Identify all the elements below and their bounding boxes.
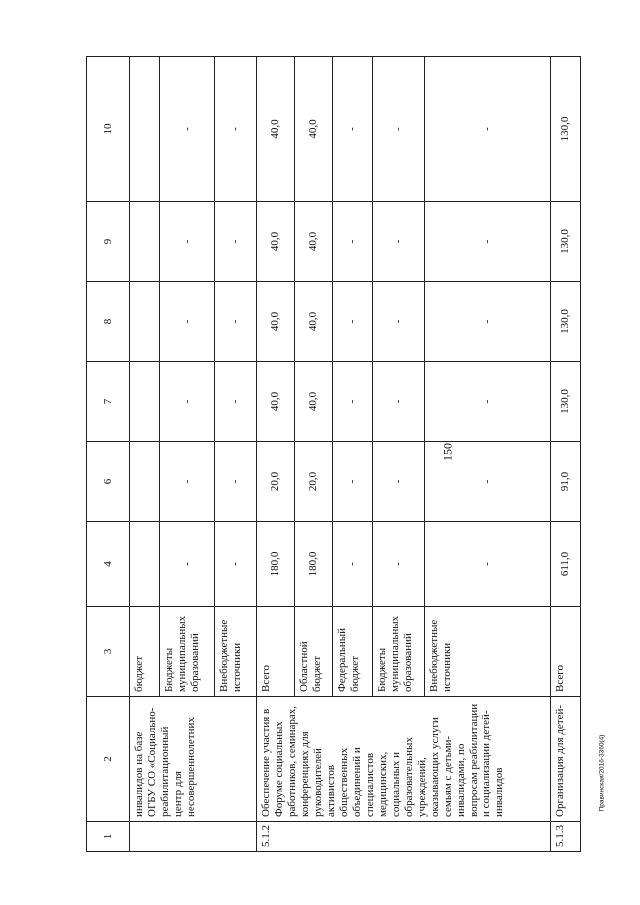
item-code-cell: 5.1.2 — [257, 822, 551, 852]
value-cell: - — [160, 442, 215, 522]
value-cell: - — [215, 362, 257, 442]
value-cell: - — [215, 442, 257, 522]
document-footer: Правинская/2016-3360(4) — [598, 734, 606, 812]
item-name-cell: инвалидов на базе ОГБУ СО «Социально-реабилитационный центр для несовершеннолетних — [130, 697, 257, 822]
item-code-cell: 5.1.3 — [551, 822, 581, 852]
value-cell: - — [160, 202, 215, 282]
value-cell: 180,0 — [295, 522, 333, 607]
header-cell: 1 — [87, 822, 130, 852]
value-cell: - — [425, 442, 551, 522]
value-cell: - — [333, 282, 373, 362]
value-cell: - — [425, 522, 551, 607]
value-cell: - — [160, 282, 215, 362]
page-number: 150 — [440, 443, 455, 461]
value-cell: 91,0 — [551, 442, 581, 522]
item-code-cell — [130, 822, 257, 852]
value-cell: 611,0 — [551, 522, 581, 607]
value-cell: - — [425, 362, 551, 442]
value-cell: 40,0 — [257, 57, 295, 202]
value-cell: - — [333, 57, 373, 202]
value-cell: - — [373, 362, 425, 442]
value-cell: 40,0 — [257, 282, 295, 362]
item-name-cell: Организация для детей- — [551, 697, 581, 822]
value-cell — [130, 202, 160, 282]
header-row — [87, 57, 130, 852]
header-cell: 8 — [87, 282, 130, 362]
value-cell: 20,0 — [295, 442, 333, 522]
value-cell: - — [333, 442, 373, 522]
source-cell: Федеральный бюджет — [333, 607, 373, 697]
value-cell: - — [373, 202, 425, 282]
header-cell: 7 — [87, 362, 130, 442]
source-cell: Бюджеты муниципальных образований — [373, 607, 425, 697]
value-cell — [130, 362, 160, 442]
value-cell: - — [333, 202, 373, 282]
value-cell: 40,0 — [257, 362, 295, 442]
value-cell: - — [215, 57, 257, 202]
header-cell: 10 — [87, 57, 130, 202]
value-cell — [130, 282, 160, 362]
value-cell: - — [160, 522, 215, 607]
source-cell: Областной бюджет — [295, 607, 333, 697]
value-cell — [130, 57, 160, 202]
value-cell: 130,0 — [551, 282, 581, 362]
source-cell: Всего — [257, 607, 295, 697]
header-cell: 2 — [87, 697, 130, 822]
value-cell: - — [373, 57, 425, 202]
value-cell: - — [373, 522, 425, 607]
header-cell: 6 — [87, 442, 130, 522]
header-cell: 9 — [87, 202, 130, 282]
table-row — [257, 57, 295, 852]
rotated-page-content — [86, 57, 581, 852]
value-cell: 40,0 — [295, 57, 333, 202]
value-cell: 40,0 — [295, 282, 333, 362]
value-cell: - — [425, 202, 551, 282]
source-cell: Внебюджетные источники — [425, 607, 551, 697]
value-cell: - — [425, 57, 551, 202]
source-cell: Всего — [551, 607, 581, 697]
source-cell: Внебюджетные источники — [215, 607, 257, 697]
value-cell: 180,0 — [257, 522, 295, 607]
value-cell: - — [215, 282, 257, 362]
value-cell: - — [373, 442, 425, 522]
table-row — [130, 57, 160, 852]
table-row — [551, 57, 581, 852]
value-cell: - — [160, 362, 215, 442]
value-cell: - — [160, 57, 215, 202]
value-cell: 130,0 — [551, 362, 581, 442]
value-cell: - — [333, 362, 373, 442]
program-funding-table — [86, 56, 581, 852]
item-name-cell: Обеспечение участия в Форуме социальных работников, семинарах, конференциях для руководителей активистов общественных объединений и специалистов медицинских, социальных и образовательных учреждений, оказывающих услуги семьям с детьми-инвалидами, по вопросам реабилитации и социализации детей-инвалидов — [257, 697, 551, 822]
value-cell: 20,0 — [257, 442, 295, 522]
value-cell: 40,0 — [295, 362, 333, 442]
source-cell: Бюджеты муниципальных образований — [160, 607, 215, 697]
source-cell: бюджет — [130, 607, 160, 697]
value-cell — [130, 522, 160, 607]
value-cell: - — [333, 522, 373, 607]
value-cell: - — [215, 202, 257, 282]
header-cell: 3 — [87, 607, 130, 697]
value-cell: 40,0 — [257, 202, 295, 282]
value-cell — [130, 442, 160, 522]
value-cell: - — [373, 282, 425, 362]
header-cell: 4 — [87, 522, 130, 607]
value-cell: 40,0 — [295, 202, 333, 282]
value-cell: - — [215, 522, 257, 607]
value-cell: - — [425, 282, 551, 362]
value-cell: 130,0 — [551, 202, 581, 282]
value-cell: 130,0 — [551, 57, 581, 202]
